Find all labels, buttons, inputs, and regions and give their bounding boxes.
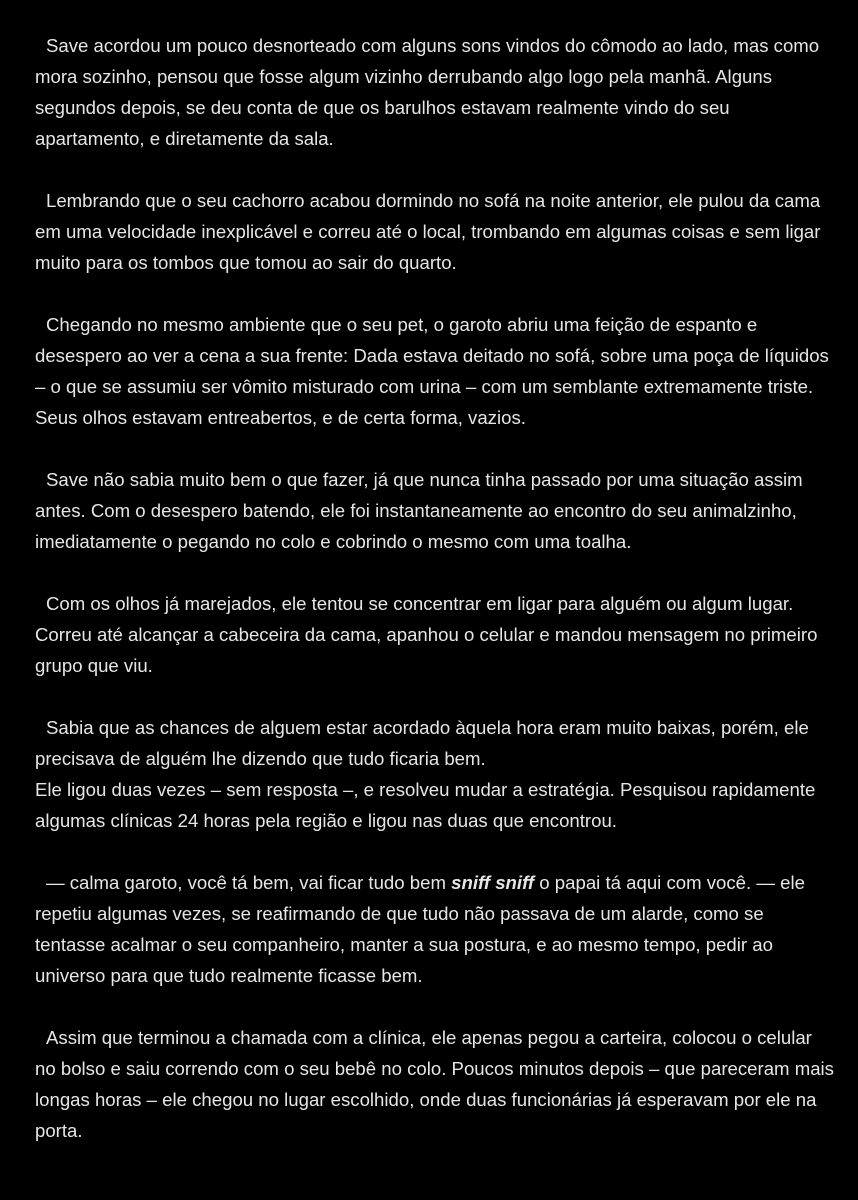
dialogue-text: — calma garoto, você tá bem, vai ficar tudo bem <box>46 872 452 893</box>
paragraph <box>35 712 835 836</box>
story-text <box>35 30 835 1177</box>
paragraph <box>35 309 835 433</box>
paragraph-text: Assim que terminou a chamada com a clínica, ele apenas pegou a carteira, colocou o celular no bolso e saiu correndo com o seu bebê no colo. Poucos minutos depois – que pareceram mais longas horas – ele chegou no lugar escolhido, onde duas funcionárias já esperavam por ele na porta. <box>35 1027 834 1141</box>
dialogue-text: o papai tá aqui com você. — ele repetiu algumas vezes, se reafirmando de que tudo não passava de um alarde, como se tentasse acalmar o seu companheiro, manter a sua postura, e ao mesmo tempo, pedir ao universo para que tudo realmente ficasse bem. <box>35 872 805 986</box>
paragraph-text: Ele ligou duas vezes – sem resposta –, e resolveu mudar a estratégia. Pesquisou rapidamente algumas clínicas 24 horas pela região e ligou nas duas que encontrou. <box>35 779 816 831</box>
paragraph <box>35 464 835 557</box>
paragraph <box>35 588 835 681</box>
paragraph-text: Save não sabia muito bem o que fazer, já que nunca tinha passado por uma situação assim antes. Com o desespero batendo, ele foi instantaneamente ao encontro do seu animalzinho, imediatamente o pegando no colo e cobrindo o mesmo com uma toalha. <box>35 469 803 552</box>
paragraph-text: Sabia que as chances de alguem estar acordado àquela hora eram muito baixas, porém, ele precisava de alguém lhe dizendo que tudo ficaria bem. <box>35 717 809 769</box>
paragraph <box>35 1022 835 1146</box>
paragraph <box>35 185 835 278</box>
sound-effect-text: sniff sniff <box>451 872 535 893</box>
paragraph-text: Com os olhos já marejados, ele tentou se concentrar em ligar para alguém ou algum lugar. Correu até alcançar a cabeceira da cama, apanhou o celular e mandou mensagem no primeiro grupo que viu. <box>35 593 818 676</box>
dialogue-paragraph <box>35 867 835 991</box>
paragraph-text: Save acordou um pouco desnorteado com alguns sons vindos do cômodo ao lado, mas como mora sozinho, pensou que fosse algum vizinho derrubando algo logo pela manhã. Alguns segundos depois, se deu conta de que os barulhos estavam realmente vindo do seu apartamento, e diretamente da sala. <box>35 35 820 149</box>
paragraph <box>35 30 835 154</box>
paragraph-text: Lembrando que o seu cachorro acabou dormindo no sofá na noite anterior, ele pulou da cama em uma velocidade inexplicável e correu até o local, trombando em algumas coisas e sem ligar muito para os tombos que tomou ao sair do quarto. <box>35 190 821 273</box>
paragraph-text: Chegando no mesmo ambiente que o seu pet, o garoto abriu uma feição de espanto e desespero ao ver a cena a sua frente: Dada estava deitado no sofá, sobre uma poça de líquidos – o que se assumiu ser vômito misturado com urina – com um semblante extremamente triste. Seus olhos estavam entreabertos, e de certa forma, vazios. <box>35 314 829 428</box>
